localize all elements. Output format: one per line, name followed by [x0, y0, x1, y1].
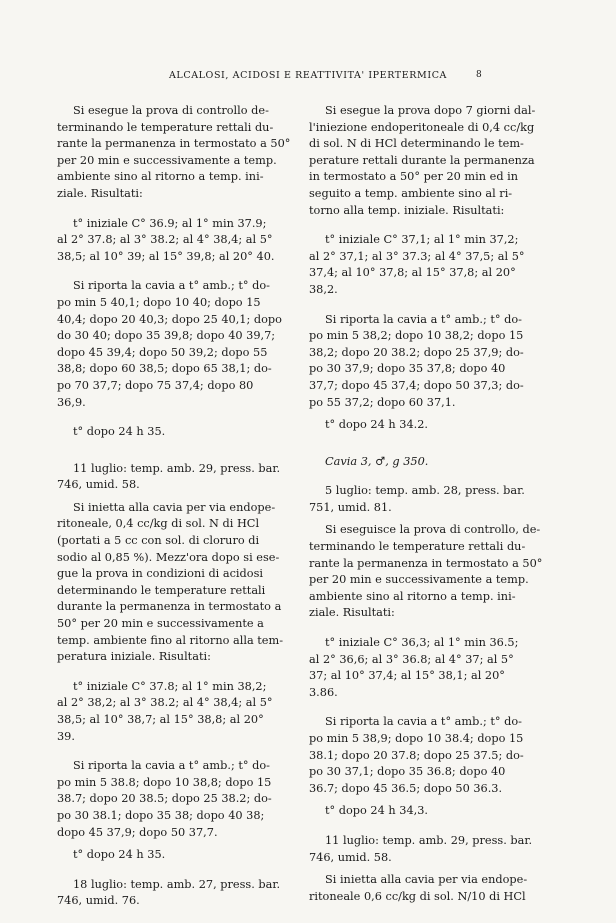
cavia-3-injection-description: Si inietta alla cavia per via endope- ritoneale 0,6 cc/kg di sol. N/10 di HCl	[309, 873, 528, 903]
control-return-ambient: Si riporta la cavia a t° amb.; t° do- po min 5 40,1; dopo 10 40; dopo 15 40,4; dopo 20 40,3; dopo 25 40,1; dopo do 30 40; dopo 35 39,8; dopo 40 39,7; dopo 45 39,4; dopo 50 39,2; dopo 55 38,8; dopo 60 38,5; dopo 65 38,1; do- po 70 37,7; dopo 75 37,4; dopo 80 36,9.	[57, 279, 282, 409]
control-test-description: Si esegue la prova di controllo de- terminando le temperature rettali du- rante la permanenza in termostato a 50° per 20 min e successivamente a temp. ambiente sino al ritorno a temp. ini- ziale. Risultati:	[57, 104, 291, 200]
july-5-conditions: 5 luglio: temp. amb. 28, press. bar. 751, umid. 81.	[309, 484, 525, 514]
cavia-3-control-results: t° iniziale C° 36,3; al 1° min 36.5; al 2° 36,6; al 3° 36.8; al 4° 37; al 5° 37; al 10° 37,4; al 15° 38,1; al 20° 3.86.	[309, 636, 519, 699]
seven-day-test-results: t° iniziale C° 37,1; al 1° min 37,2; al 2° 37,1; al 3° 37.3; al 4° 37,5; al 5° 37,4; al 10° 37,8; al 15° 37,8; al 20° 38,2.	[309, 233, 525, 296]
july-11-conditions: 11 luglio: temp. amb. 29, press. bar. 746, umid. 58.	[57, 461, 281, 492]
control-test-results: t° iniziale C° 36.9; al 1° min 37.9; al 2° 37.8; al 3° 38.2; al 4° 38,4; al 5° 38,5; al 10° 39; al 15° 39,8; al 20° 40.	[57, 216, 275, 263]
page-mark: 8	[476, 70, 482, 80]
cavia-3-24h-temp: t° dopo 24 h 34,3.	[325, 804, 429, 818]
running-header: ALCALOSI, ACIDOSI E REATTIVITA' IPERTERMICA	[168, 70, 448, 81]
right-column	[309, 103, 562, 918]
acidosis-24h-temp: t° dopo 24 h 35.	[73, 848, 166, 862]
control-24h-temp: t° dopo 24 h 35.	[73, 425, 166, 439]
july-18-conditions: 18 luglio: temp. amb. 27, press. bar. 746, umid. 76.	[57, 877, 281, 908]
acidosis-injection-description: Si inietta alla cavia per via endope- ritoneale, 0,4 cc/kg di sol. N di HCl (portati a 5 cc con sol. di cloruro di sodio al 0,85 %). Mezz'ora dopo si ese- gue la prova in condizioni di acidosi determinando le temperature rettali durante la permanenza in termostato a 50° per 20 min e successivamente a temp. ambiente fino al ritorno alla tem- peratura iniziale. Risultati:	[57, 500, 284, 664]
seven-day-24h-temp: t° dopo 24 h 34.2.	[325, 418, 429, 432]
cavia-3-july-11-conditions: 11 luglio: temp. amb. 29, press. bar. 746, umid. 58.	[309, 833, 533, 864]
seven-day-return-ambient: Si riporta la cavia a t° amb.; t° do- po min 5 38,2; dopo 10 38,2; dopo 15 38,2; dopo 20 38.2; dopo 25 37,9; do- po 30 37,9; dopo 35 37,8; dopo 40 37,7; dopo 45 37,4; dopo 50 37,3; do- po 55 37,2; dopo 60 37,1.	[309, 312, 524, 409]
cavia-3-control-description: Si eseguisce la prova di controllo, de- terminando le temperature rettali du- rante la permanenza in termostato a 50° per 20 min e successivamente a temp. ambiente sino al ritorno a temp. ini- ziale. Risultati:	[309, 523, 543, 620]
cavia-3-heading: Cavia 3, ♂, g 350.	[325, 454, 429, 468]
acidosis-test-results: t° iniziale C° 37.8; al 1° min 38,2; al 2° 38,2; al 3° 38.2; al 4° 38,4; al 5° 38,5; al 10° 38,7; al 15° 38,8; al 20° 39.	[57, 679, 273, 743]
left-column	[57, 103, 312, 923]
cavia-3-return-ambient: Si riporta la cavia a t° amb.; t° do- po min 5 38,9; dopo 10 38.4; dopo 15 38.1; dopo 20 37.8; dopo 25 37.5; do- po 30 37,1; dopo 35 36.8; dopo 40 36.7; dopo 45 36.5; dopo 50 36.3.	[309, 715, 524, 795]
acidosis-return-ambient: Si riporta la cavia a t° amb.; t° do- po min 5 38.8; dopo 10 38,8; dopo 15 38.7; dopo 20 38.5; dopo 25 38.2; do- po 30 38.1; dopo 35 38; dopo 40 38; dopo 45 37,9; dopo 50 37,7.	[57, 759, 272, 839]
seven-day-test-description: Si esegue la prova dopo 7 giorni dal- l'iniezione endoperitoneale di 0,4 cc/kg di sol. N di HCl determinando le tem- perature rettali durante la permanenza in termostato a 50° per 20 min ed in seguito a temp. ambiente sino al ri- torno alla temp. iniziale. Risultati:	[309, 104, 536, 217]
